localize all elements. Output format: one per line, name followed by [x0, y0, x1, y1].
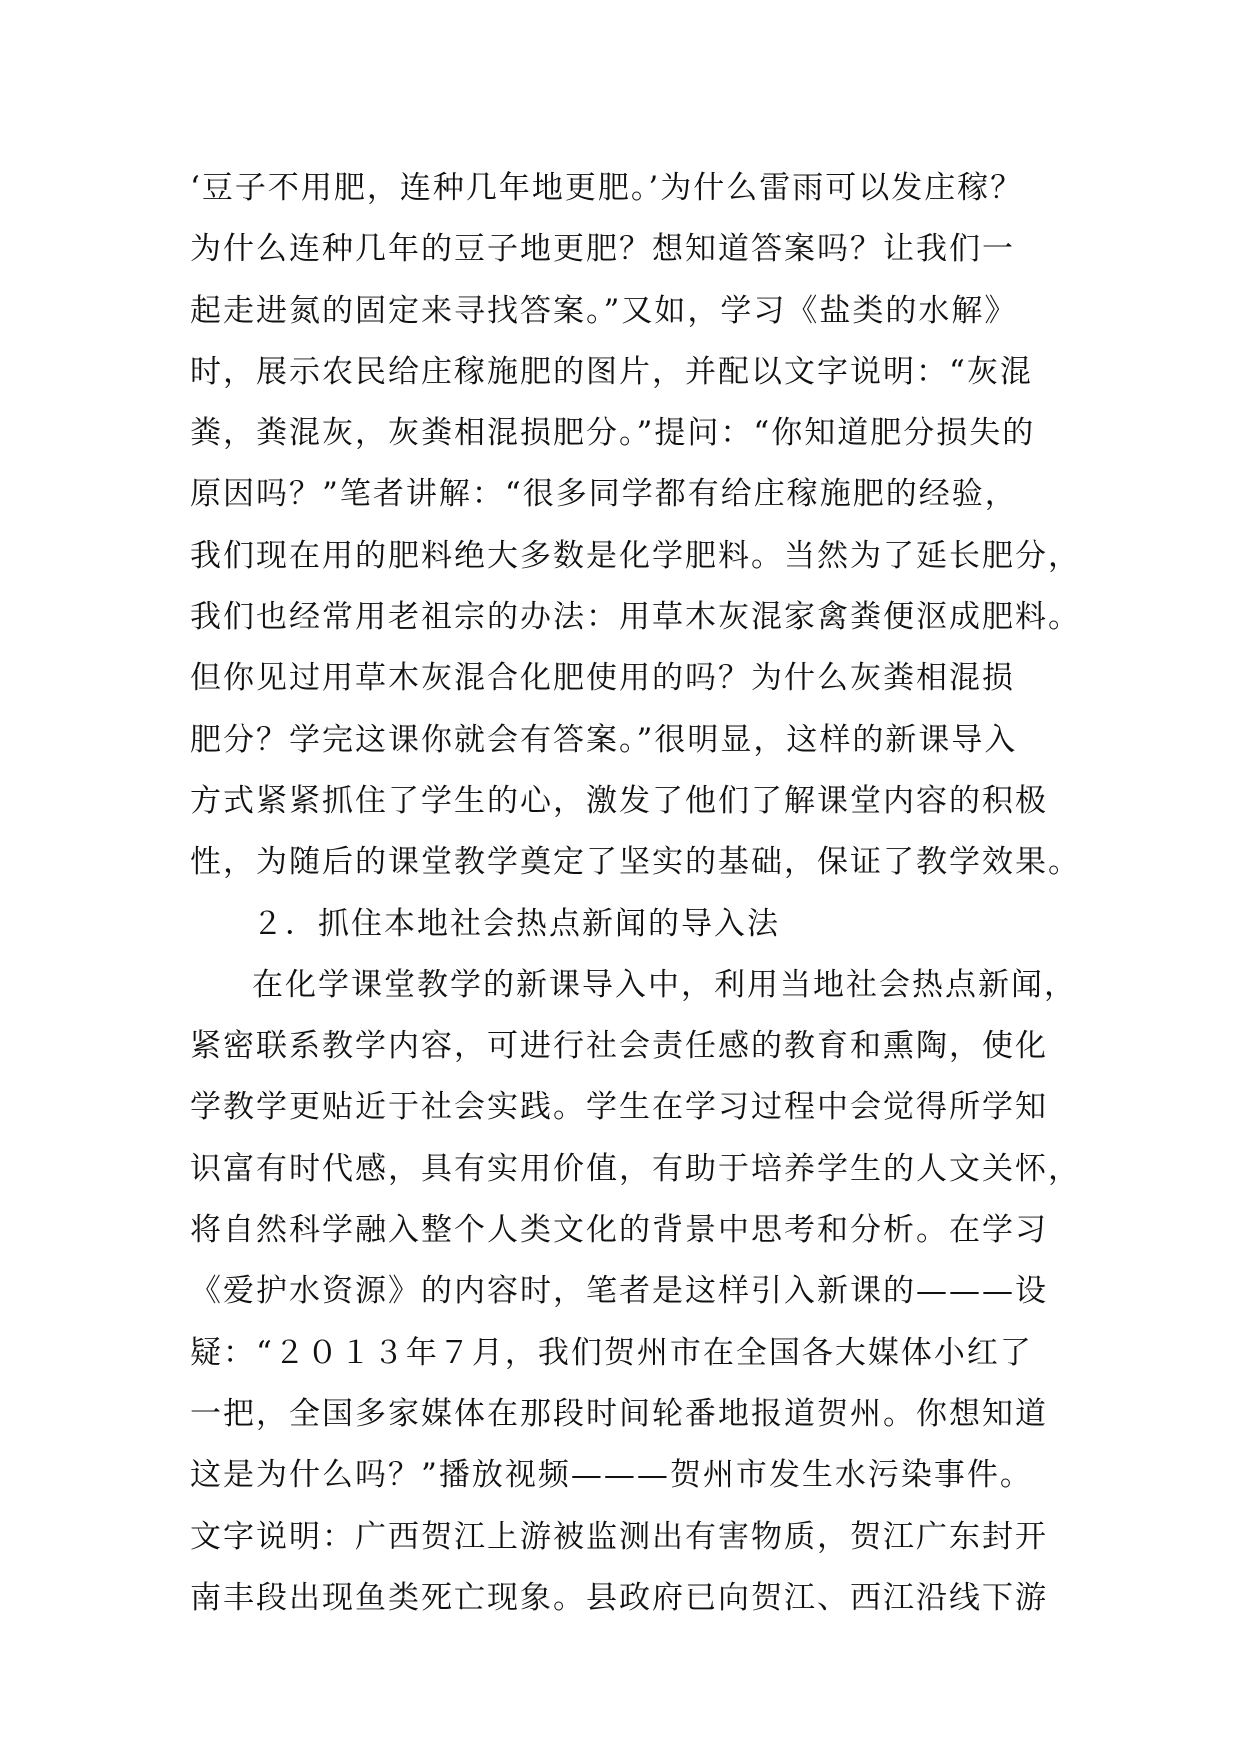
- text-line: 将自然科学融入整个人类文化的背景中思考和分析。在学习: [190, 1212, 1048, 1249]
- text-line: 在化学课堂教学的新课导入中，利用当地社会热点新闻，: [252, 966, 1077, 1003]
- text-line: 学教学更贴近于社会实践。学生在学习过程中会觉得所学知: [190, 1089, 1048, 1126]
- text-line: 我们也经常用老祖宗的办法：用草木灰混家禽粪便沤成肥料。: [190, 599, 1081, 636]
- text-line: 方式紧紧抓住了学生的心，激发了他们了解课堂内容的积极: [190, 782, 1048, 819]
- text-line: 原因吗？”笔者讲解：“很多同学都有给庄稼施肥的经验，: [190, 476, 1018, 513]
- body-text: [190, 158, 1081, 1629]
- text-line: 疑：“２０１３年７月，我们贺州市在全国各大媒体小红了: [190, 1334, 1033, 1371]
- text-line: 南丰段出现鱼类死亡现象。县政府已向贺江、西江沿线下游: [190, 1579, 1048, 1616]
- text-line: 识富有时代感，具有实用价值，有助于培养学生的人文关怀，: [190, 1150, 1081, 1187]
- section-heading: ２．抓住本地社会热点新闻的导入法: [252, 905, 780, 942]
- text-line: 肥分？学完这课你就会有答案。”很明显，这样的新课导入: [190, 721, 1018, 758]
- text-line: 但你见过用草木灰混合化肥使用的吗？为什么灰粪相混损: [190, 660, 1015, 697]
- text-line: 时，展示农民给庄稼施肥的图片，并配以文字说明：“灰混: [190, 353, 1033, 390]
- text-line: 我们现在用的肥料绝大多数是化学肥料。当然为了延长肥分，: [190, 537, 1081, 574]
- text-line: 性，为随后的课堂教学奠定了坚实的基础，保证了教学效果。: [190, 844, 1081, 881]
- text-line: ‘豆子不用肥，连种几年地更肥。’为什么雷雨可以发庄稼？: [190, 170, 1024, 206]
- text-line: 粪，粪混灰，灰粪相混损肥分。”提问：“你知道肥分损失的: [190, 415, 1036, 452]
- text-line: 《爱护水资源》的内容时，笔者是这样引入新课的———设: [190, 1273, 1048, 1310]
- text-line: 起走进氮的固定来寻找答案。”又如，学习《盐类的水解》: [190, 292, 1018, 329]
- text-line: 紧密联系教学内容，可进行社会责任感的教育和熏陶，使化: [190, 1028, 1048, 1065]
- text-line: 为什么连种几年的豆子地更肥？想知道答案吗？让我们一: [190, 231, 1015, 268]
- text-line: 这是为什么吗？”播放视频———贺州市发生水污染事件。: [190, 1457, 1033, 1494]
- text-line: 文字说明：广西贺江上游被监测出有害物质，贺江广东封开: [190, 1518, 1048, 1555]
- text-line: 一把，全国多家媒体在那段时间轮番地报道贺州。你想知道: [190, 1395, 1048, 1432]
